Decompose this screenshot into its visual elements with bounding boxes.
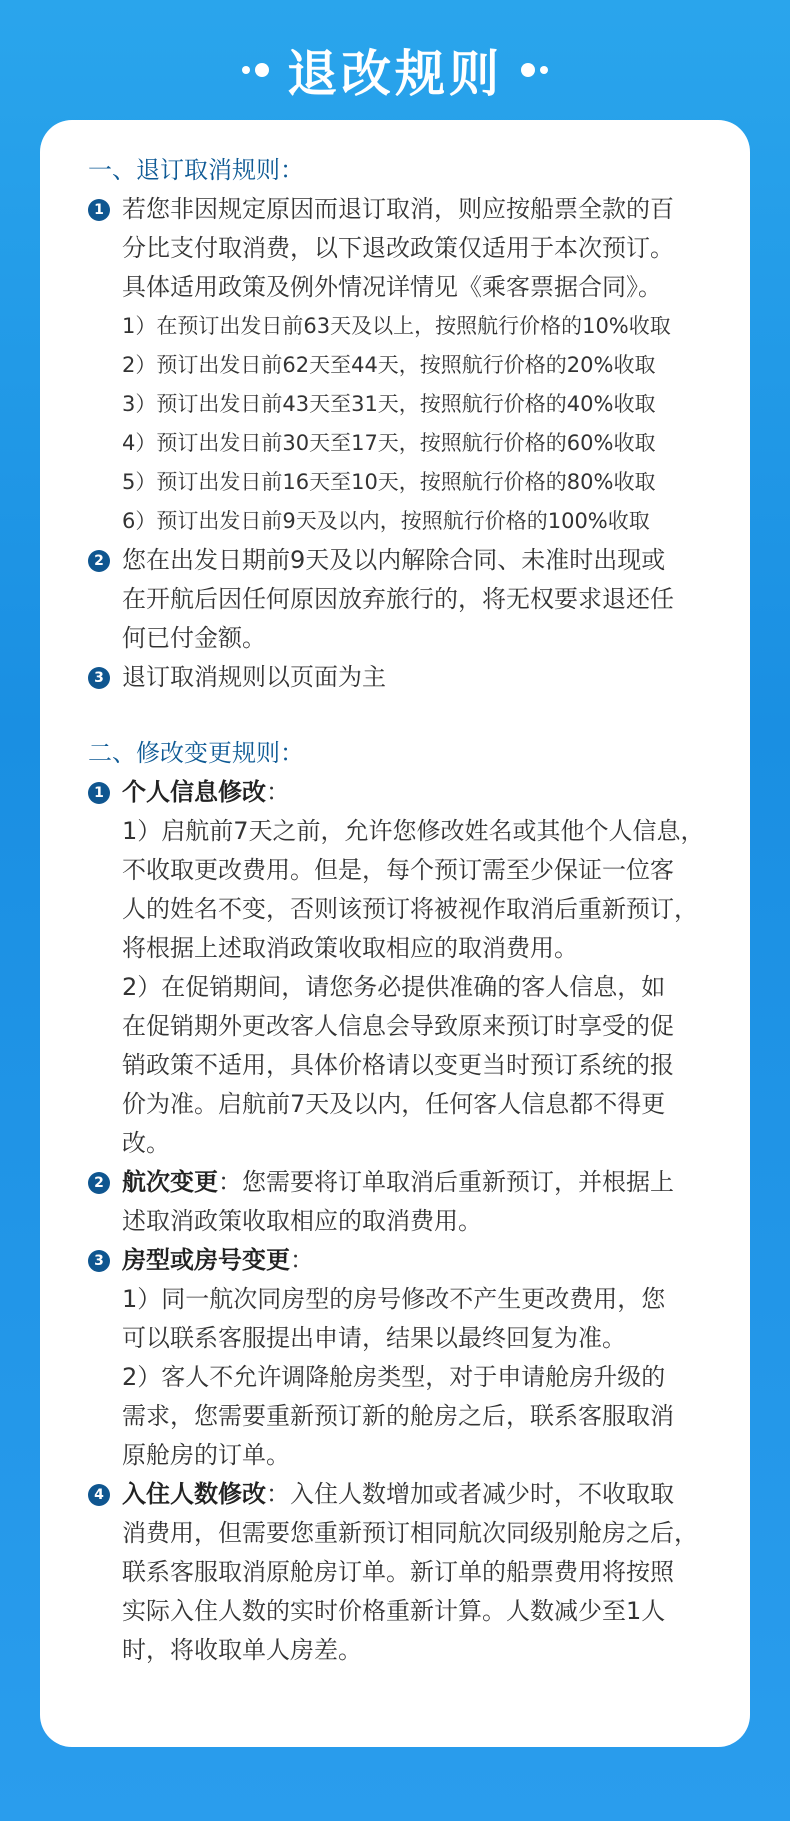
section-heading-change: 二、修改变更规则： bbox=[88, 739, 304, 767]
rule-line: 述取消政策收取相应的取消费用。 bbox=[122, 1207, 482, 1235]
rule-line: 1）启航前7天之前，允许您修改姓名或其他个人信息， bbox=[122, 817, 705, 845]
rule-line: 将根据上述取消政策收取相应的取消费用。 bbox=[122, 934, 578, 962]
page-title: 退改规则 bbox=[287, 45, 503, 103]
decor-dots-right bbox=[521, 63, 548, 77]
rule-line: 原舱房的订单。 bbox=[122, 1441, 290, 1469]
cancel-rule-1 bbox=[88, 190, 712, 541]
rule-line: 在开航后因任何原因放弃旅行的，将无权要求退还任 bbox=[122, 585, 674, 613]
cancel-rule-3 bbox=[88, 658, 712, 697]
rule-line: 实际入住人数的实时价格重新计算。人数减少至1人 bbox=[122, 1597, 666, 1625]
rule-line: 价为准。启航前7天及以内，任何客人信息都不得更 bbox=[122, 1090, 666, 1118]
change-rule-1 bbox=[88, 773, 712, 1163]
rule-label: 个人信息修改 bbox=[122, 778, 266, 806]
number-badge: 1 bbox=[88, 782, 110, 804]
number-badge: 4 bbox=[88, 1484, 110, 1506]
fee-tier: 2）预订出发日前62天至44天，按照航行价格的20%收取 bbox=[122, 353, 656, 377]
page-header bbox=[0, 30, 790, 110]
decor-dots-left bbox=[242, 63, 269, 77]
rule-line: 1）同一航次同房型的房号修改不产生更改费用，您 bbox=[122, 1285, 666, 1313]
rule-line: 不收取更改费用。但是，每个预订需至少保证一位客 bbox=[122, 856, 674, 884]
rule-label: 入住人数修改 bbox=[122, 1480, 266, 1508]
number-badge: 3 bbox=[88, 667, 110, 689]
rule-line: 2）在促销期间，请您务必提供准确的客人信息，如 bbox=[122, 973, 666, 1001]
rule-line: 需求，您需要重新预订新的舱房之后，联系客服取消 bbox=[122, 1402, 674, 1430]
fee-tier: 3）预订出发日前43天至31天，按照航行价格的40%收取 bbox=[122, 392, 656, 416]
rule-line: 您在出发日期前9天及以内解除合同、未准时出现或 bbox=[122, 546, 666, 574]
rule-title-line bbox=[122, 1163, 712, 1202]
fee-tier: 4）预订出发日前30天至17天，按照航行价格的60%收取 bbox=[122, 431, 656, 455]
rule-line: 可以联系客服提出申请，结果以最终回复为准。 bbox=[122, 1324, 626, 1352]
number-badge: 1 bbox=[88, 199, 110, 221]
dot bbox=[255, 63, 269, 77]
rule-title-line bbox=[122, 1241, 712, 1280]
rule-line: 何已付金额。 bbox=[122, 624, 266, 652]
section-heading-cancel: 一、退订取消规则： bbox=[88, 156, 304, 184]
rule-colon: ： bbox=[290, 1246, 314, 1274]
rule-title-line bbox=[122, 773, 712, 812]
rule-line: 时，将收取单人房差。 bbox=[122, 1636, 362, 1664]
rule-line: 改。 bbox=[122, 1129, 170, 1157]
rule-line: 具体适用政策及例外情况详情见《乘客票据合同》。 bbox=[122, 273, 662, 301]
change-rule-2 bbox=[88, 1163, 712, 1241]
rule-line: 人的姓名不变，否则该预订将被视作取消后重新预订， bbox=[122, 895, 698, 923]
change-rule-3 bbox=[88, 1241, 712, 1475]
rule-line: 2）客人不允许调降舱房类型，对于申请舱房升级的 bbox=[122, 1363, 666, 1391]
cancel-rule-2 bbox=[88, 541, 712, 658]
change-rule-4 bbox=[88, 1475, 712, 1670]
number-badge: 2 bbox=[88, 1172, 110, 1194]
rule-line: 若您非因规定原因而退订取消，则应按船票全款的百 bbox=[122, 195, 674, 223]
rule-line: 消费用，但需要您重新预订相同航次同级别舱房之后， bbox=[122, 1519, 698, 1547]
rule-text: ：您需要将订单取消后重新预订，并根据上 bbox=[218, 1168, 674, 1196]
rule-line: 在促销期外更改客人信息会导致原来预订时享受的促 bbox=[122, 1012, 674, 1040]
fee-tier: 1）在预订出发日前63天及以上，按照航行价格的10%收取 bbox=[122, 314, 671, 338]
rule-line: 退订取消规则以页面为主 bbox=[122, 663, 386, 691]
rule-label: 航次变更 bbox=[122, 1168, 218, 1196]
fee-tier: 6）预订出发日前9天及以内，按照航行价格的100%收取 bbox=[122, 509, 650, 533]
dot bbox=[521, 63, 535, 77]
section-spacer bbox=[88, 697, 712, 733]
rule-text: ：入住人数增加或者减少时，不收取取 bbox=[266, 1480, 674, 1508]
rule-line: 分比支付取消费，以下退改政策仅适用于本次预订。 bbox=[122, 234, 674, 262]
dot bbox=[540, 66, 548, 74]
dot bbox=[242, 66, 250, 74]
number-badge: 2 bbox=[88, 550, 110, 572]
number-badge: 3 bbox=[88, 1250, 110, 1272]
fee-tier: 5）预订出发日前16天至10天，按照航行价格的80%收取 bbox=[122, 470, 656, 494]
rule-title-line bbox=[122, 1475, 712, 1514]
rule-label: 房型或房号变更 bbox=[122, 1246, 290, 1274]
rule-line: 销政策不适用，具体价格请以变更当时预订系统的报 bbox=[122, 1051, 674, 1079]
rule-line: 联系客服取消原舱房订单。新订单的船票费用将按照 bbox=[122, 1558, 674, 1586]
rule-colon: ： bbox=[266, 778, 290, 806]
rules-card bbox=[40, 120, 750, 1747]
